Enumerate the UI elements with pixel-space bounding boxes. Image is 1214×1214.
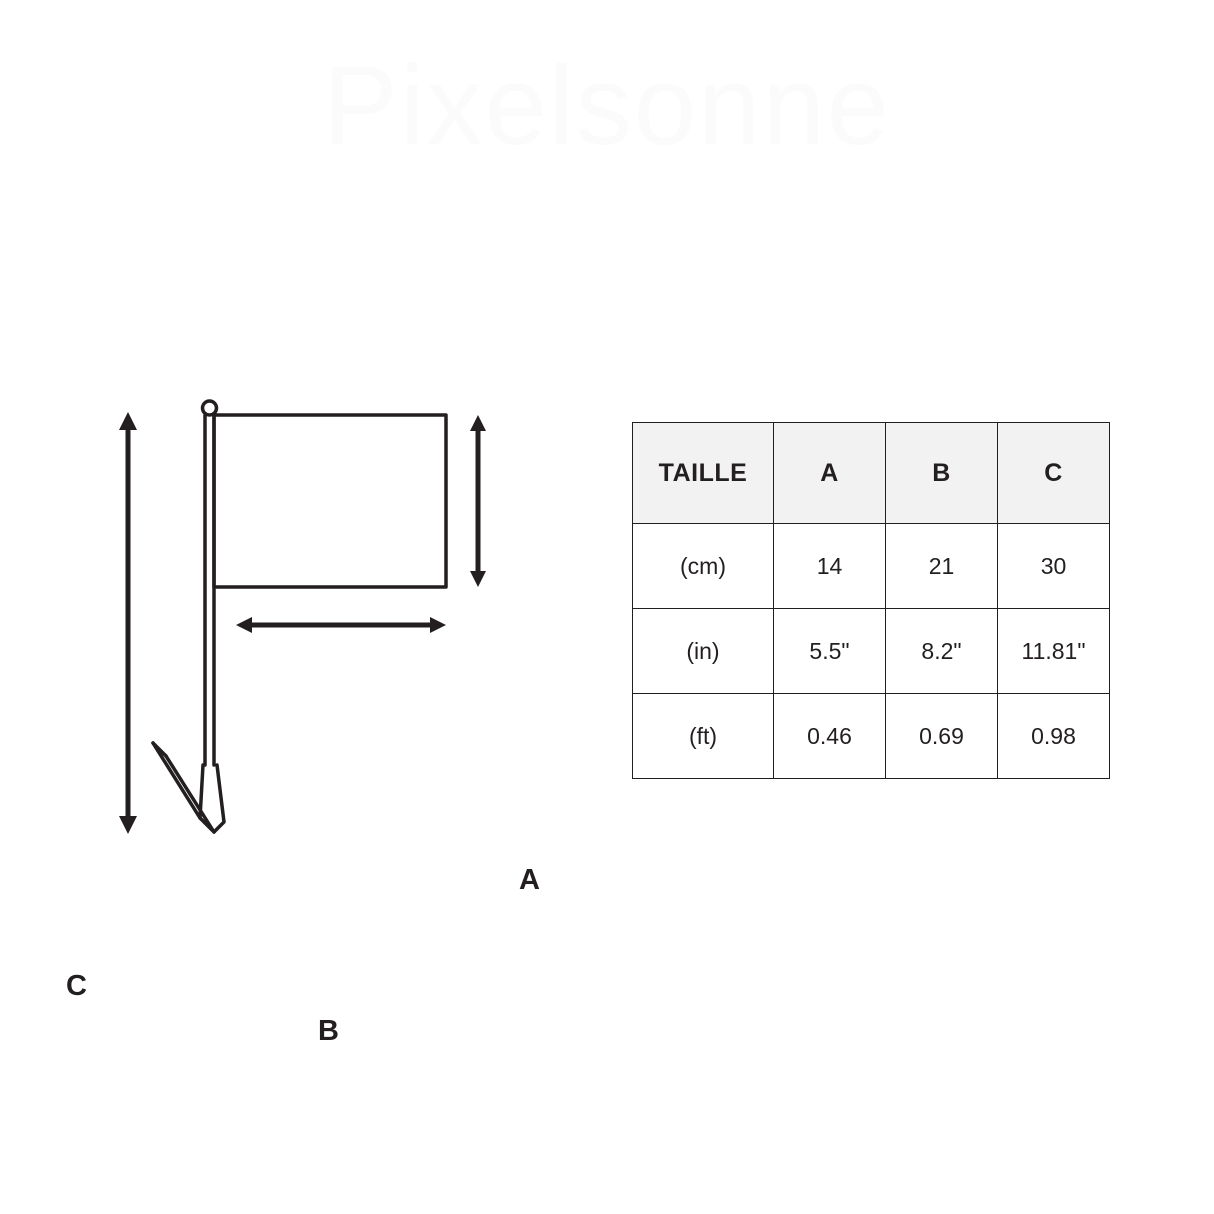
arrow-a-icon [470, 415, 486, 587]
table-header-c: C [998, 423, 1110, 524]
cell-cm-a: 14 [774, 524, 886, 609]
cell-ft-c: 0.98 [998, 694, 1110, 779]
flag-dimension-diagram [40, 370, 620, 1047]
flag-icon [214, 415, 446, 587]
arrow-c-icon [119, 412, 137, 834]
table-header-row [633, 423, 1110, 524]
table-header-a: A [774, 423, 886, 524]
arrow-b-icon [236, 617, 446, 633]
row-unit-in: (in) [633, 609, 774, 694]
cell-in-a: 5.5" [774, 609, 886, 694]
cell-cm-c: 30 [998, 524, 1110, 609]
cell-in-c: 11.81" [998, 609, 1110, 694]
watermark-text: Pixelsonne [323, 43, 891, 168]
cell-ft-b: 0.69 [886, 694, 998, 779]
dimension-label-c: C [66, 970, 87, 1002]
table-header-taille: TAILLE [633, 423, 774, 524]
dimension-label-a: A [519, 864, 540, 896]
table-header-b: B [886, 423, 998, 524]
size-table [632, 422, 1110, 779]
cell-in-b: 8.2" [886, 609, 998, 694]
row-unit-ft: (ft) [633, 694, 774, 779]
table-row [633, 694, 1110, 779]
dimension-label-b: B [318, 1015, 339, 1047]
cell-ft-a: 0.46 [774, 694, 886, 779]
table-row [633, 524, 1110, 609]
cell-cm-b: 21 [886, 524, 998, 609]
diagram-svg [40, 370, 620, 880]
table-row [633, 609, 1110, 694]
row-unit-cm: (cm) [633, 524, 774, 609]
